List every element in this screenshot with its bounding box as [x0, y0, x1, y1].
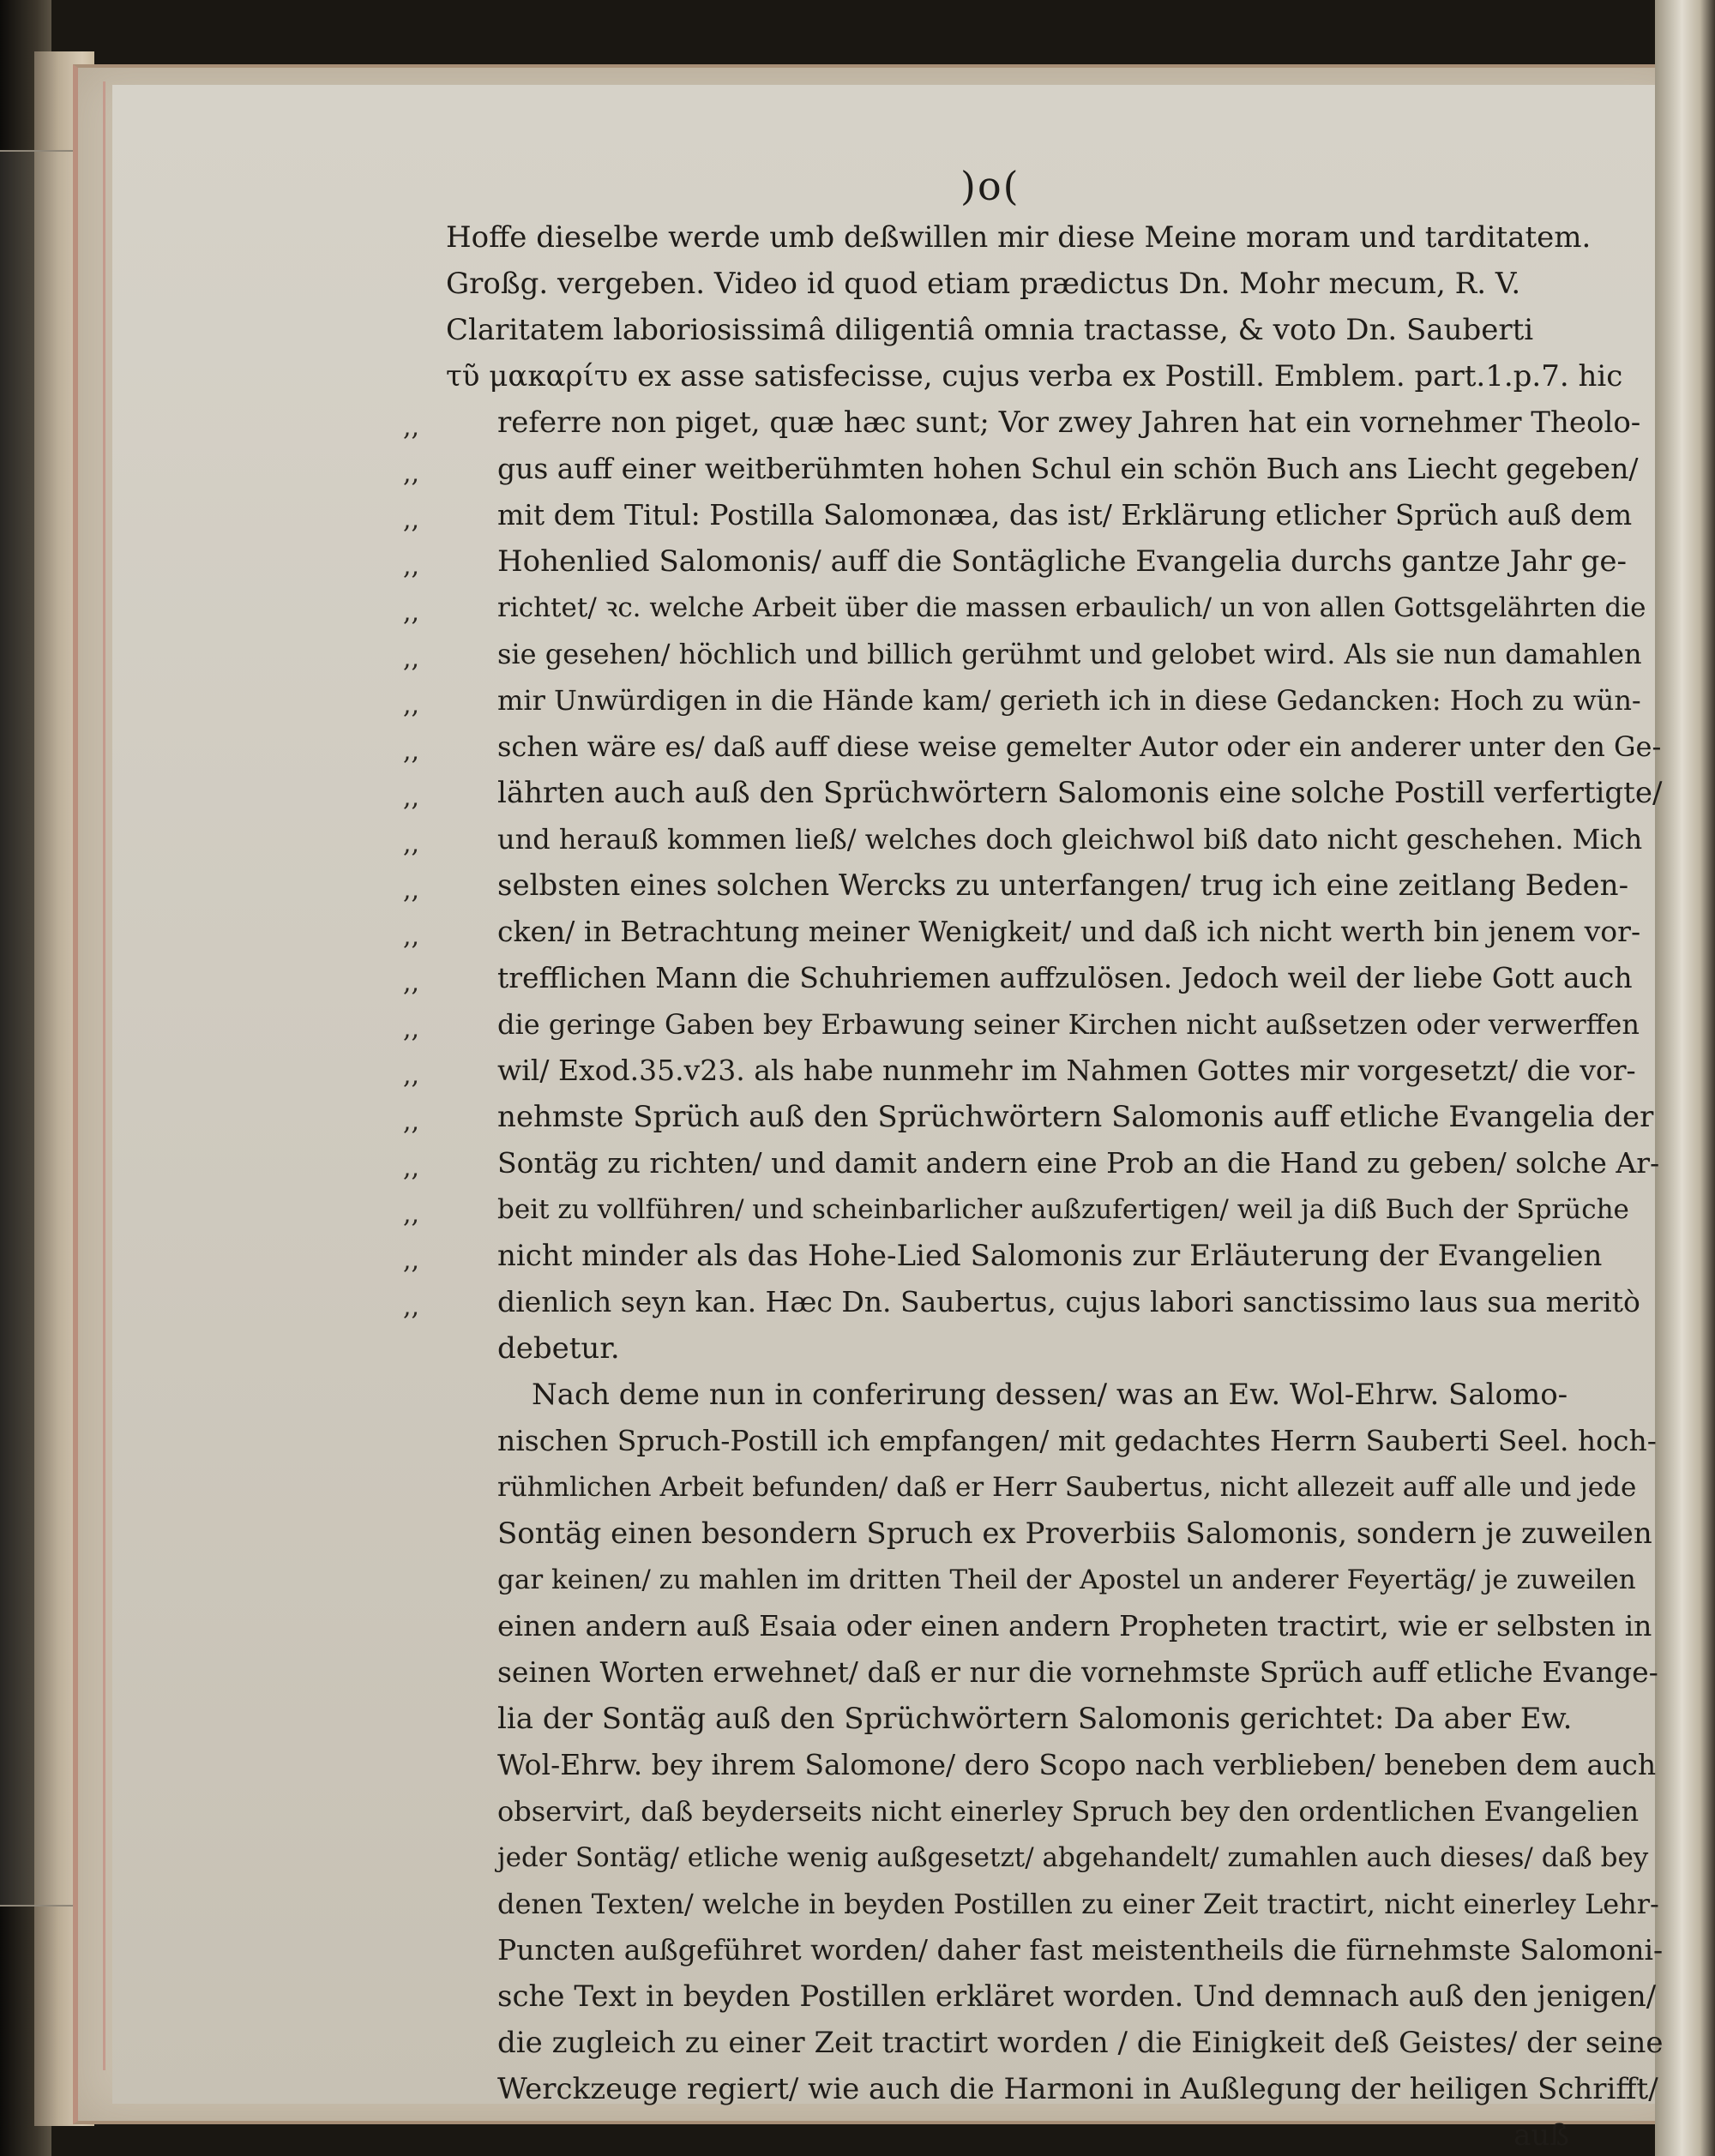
text-line: denen Texten/ welche in beyden Postillen zu einer Zeit tractirt, nicht einerley Lehr- — [497, 1888, 1659, 1920]
quoted-line: ,, nehmste Sprüch auß den Sprüchwörtern Salomonis auff etliche Evangelia der — [446, 1094, 1664, 1140]
text-line: τῦ μακαρίτυ ex asse satisfecisse, cujus verba ex Postill. Emblem. part.1.p.7. hic — [446, 359, 1623, 393]
text-line: seinen Worten erwehnet/ daß er nur die vornehmste Sprüch auff etliche Evange- — [497, 1655, 1658, 1689]
text-line: Sontäg einen besondern Spruch ex Proverbiis Salomonis, sondern je zuweilen — [497, 1516, 1652, 1551]
quote-mark: ,, — [403, 968, 420, 998]
text-line: sche Text in beyden Postillen erkläret worden. Und demnach auß den jenigen/ — [497, 1979, 1657, 2014]
quoted-line: ,, mit dem Titul: Postilla Salomonæa, das ist/ Erklärung etlicher Sprüch auß dem — [446, 492, 1664, 538]
quoted-line: ,, Hohenlied Salomonis/ auff die Sontägliche Evangelia durchs gantze Jahr ge- — [446, 538, 1664, 585]
quote-mark: ,, — [403, 922, 420, 952]
text-line: nischen Spruch-Postill ich empfangen/ mit gedachtes Herrn Sauberti Seel. hoch- — [497, 1424, 1657, 1457]
quote-mark: ,, — [403, 1246, 420, 1276]
text-line: einen andern auß Esaia oder einen andern Propheten tractirt, wie er selbsten in — [497, 1609, 1652, 1643]
quote-mark: ,, — [403, 1153, 420, 1183]
quoted-line: ,, die geringe Gaben bey Erbawung seiner Kirchen nicht außsetzen oder verwerffen — [446, 1001, 1664, 1048]
quote-mark: ,, — [403, 829, 420, 859]
quoted-line: ,, cken/ in Betrachtung meiner Wenigkeit/ und daß ich nicht werth bin jenem vor- — [446, 909, 1664, 955]
quote-mark: ,, — [403, 1199, 420, 1229]
quote-mark: ,, — [403, 1107, 420, 1137]
quote-mark: ,, — [403, 1292, 420, 1322]
quote-mark: ,, — [403, 875, 420, 905]
text-block — [403, 214, 1664, 2156]
quote-mark: ,, — [403, 783, 420, 813]
text-line: Großg. vergeben. Video id quod etiam prædictus Dn. Mohr mecum, R. V. — [446, 267, 1521, 301]
quoted-line: ,, Sontäg zu richten/ und damit andern eine Prob an die Hand zu geben/ solche Ar- — [446, 1140, 1664, 1186]
right-page-fold — [1655, 0, 1715, 2156]
text-line: Hoffe dieselbe werde umb deßwillen mir diese Meine moram und tarditatem. — [446, 220, 1592, 255]
quote-mark: ,, — [403, 459, 420, 489]
quoted-line: ,, gus auff einer weitberühmten hohen Schul ein schön Buch ans Liecht gegeben/ — [446, 446, 1664, 492]
quoted-line: ,, trefflichen Mann die Schuhriemen auffzulösen. Jedoch weil der liebe Gott auch — [446, 955, 1664, 1001]
text-line: gar keinen/ zu mahlen im dritten Theil der Apostel un anderer Feyertäg/ je zuweilen — [497, 1564, 1636, 1595]
quote-mark: ,, — [403, 690, 420, 720]
quoted-line: ,, lährten auch auß den Sprüchwörtern Salomonis eine solche Postill verfertigte/ — [446, 770, 1664, 816]
text-line: Werckzeuge regiert/ wie auch die Harmoni in Außlegung der heiligen Schrifft/ — [497, 2072, 1658, 2106]
quoted-line: ,, selbsten eines solchen Wercks zu unterfangen/ trug ich eine zeitlang Beden- — [446, 862, 1664, 909]
quote-mark: ,, — [403, 1014, 420, 1044]
quote-mark: ,, — [403, 412, 420, 442]
text-line: jeder Sontäg/ etliche wenig außgesetzt/ abgehandelt/ zumahlen auch dieses/ daß bey — [497, 1842, 1649, 1873]
quote-mark: ,, — [403, 736, 420, 766]
quoted-line: ,, richtet/ ꝛc. welche Arbeit über die massen erbaulich/ un von allen Gottsgelährten die — [446, 585, 1664, 631]
paragraph-start: Nach deme nun in conferirung dessen/ was an Ew. Wol-Ehrw. Salomo- — [532, 1378, 1568, 1412]
text-line: debetur. — [497, 1331, 620, 1366]
quoted-line: ,, mir Unwürdigen in die Hände kam/ gerieth ich in diese Gedancken: Hoch zu wün- — [446, 677, 1664, 724]
text-line: die zugleich zu einer Zeit tractirt worden / die Einigkeit deß Geistes/ der seine — [497, 2026, 1664, 2060]
text-line: rühmlichen Arbeit befunden/ daß er Herr Saubertus, nicht allezeit auff alle und jede — [497, 1472, 1637, 1503]
red-margin-rule — [103, 81, 105, 2070]
running-head: )o( — [960, 163, 1020, 209]
text-line: observirt, daß beyderseits nicht einerley Spruch bey den ordentlichen Evangelien — [497, 1795, 1640, 1828]
text-line: lia der Sontäg auß den Sprüchwörtern Salomonis gerichtet: Da aber Ew. — [497, 1702, 1573, 1736]
text-line: Claritatem laboriosissimâ diligentiâ omnia tractasse, & voto Dn. Sauberti — [446, 313, 1534, 347]
quote-mark: ,, — [403, 505, 420, 535]
quoted-line: ,, nicht minder als das Hohe-Lied Salomonis zur Erläuterung der Evangelien — [446, 1233, 1664, 1279]
quoted-line: ,, beit zu vollführen/ und scheinbarlicher außzufertigen/ weil ja diß Buch der Sprüche — [446, 1186, 1664, 1233]
quote-mark: ,, — [403, 644, 420, 674]
quoted-line: ,, und herauß kommen ließ/ welches doch gleichwol biß dato nicht geschehen. Mich — [446, 816, 1664, 862]
quoted-line: ,, dienlich seyn kan. Hæc Dn. Saubertus, cujus labori sanctissimo laus sua meritò — [446, 1279, 1664, 1325]
text-line: Wol-Ehrw. bey ihrem Salomone/ dero Scopo nach verblieben/ beneben dem auch — [497, 1748, 1657, 1781]
quoted-line: ,, referre non piget, quæ hæc sunt; Vor zwey Jahren hat ein vornehmer Theolo- — [446, 399, 1664, 446]
text-line: Puncten außgeführet worden/ daher fast meistentheils die fürnehmste Salomoni- — [497, 1933, 1664, 1967]
quoted-line: ,, schen wäre es/ daß auff diese weise gemelter Autor oder ein anderer unter den Ge- — [446, 724, 1664, 770]
quoted-line: ,, wil/ Exod.35.v23. als habe nunmehr im Nahmen Gottes mir vorgesetzt/ die vor- — [446, 1048, 1664, 1094]
quoted-line: ,, sie gesehen/ höchlich und billich gerühmt und gelobet wird. Als sie nun damahlen — [446, 631, 1664, 677]
quote-mark: ,, — [403, 551, 420, 581]
quote-mark: ,, — [403, 598, 420, 628]
catchword: auß — [1513, 2118, 1569, 2153]
quote-mark: ,, — [403, 1060, 420, 1090]
